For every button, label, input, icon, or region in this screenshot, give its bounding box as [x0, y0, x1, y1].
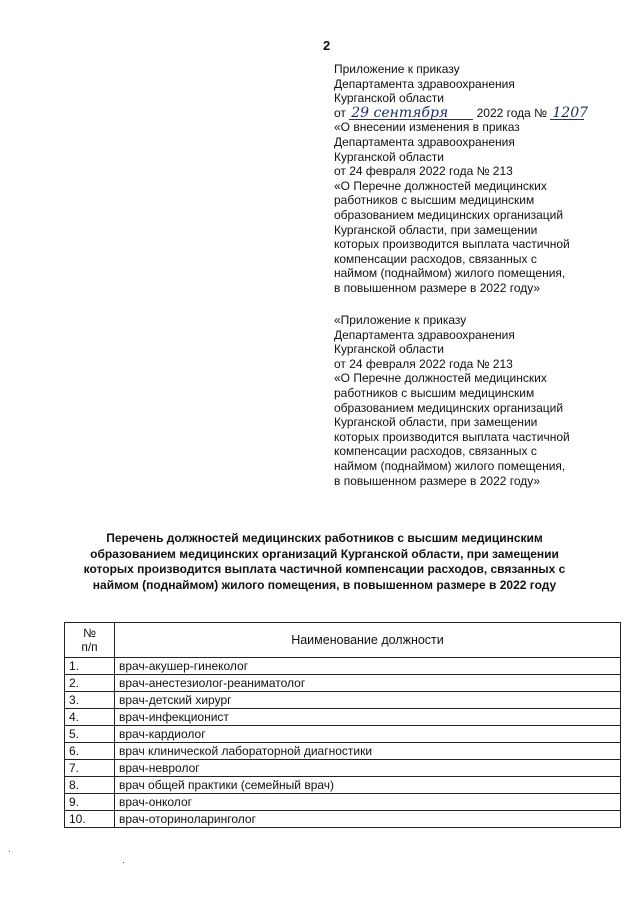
position-name: врач-кардиолог	[115, 726, 621, 743]
appendix-line: в повышенном размере в 2022 году»	[334, 280, 541, 295]
appendix-line: наймом (поднаймом) жилого помещения,	[334, 266, 566, 281]
document-heading	[52, 531, 597, 593]
appendix-line: от 24 февраля 2022 года № 213	[334, 356, 513, 371]
original-appendix-header	[334, 313, 634, 488]
table-row	[65, 777, 621, 794]
date-prefix: от	[334, 105, 346, 120]
position-name: врач-онколог	[115, 794, 621, 811]
row-number: 6.	[65, 743, 115, 760]
row-number: 10.	[65, 811, 115, 828]
heading-line: образованием медицинских организаций Курганской области, при замещении	[90, 546, 559, 561]
row-number: 7.	[65, 760, 115, 777]
row-number: 8.	[65, 777, 115, 794]
positions-table	[64, 622, 621, 828]
header-num-symbol: №	[83, 626, 96, 640]
appendix-line: Курганской области	[334, 91, 444, 106]
column-header-number	[65, 623, 115, 658]
position-name: врач-инфекционист	[115, 709, 621, 726]
appendix-line: компенсации расходов, связанных с	[334, 251, 537, 266]
row-number: 4.	[65, 709, 115, 726]
position-name: врач-невролог	[115, 760, 621, 777]
appendix-line: от 24 февраля 2022 года № 213	[334, 164, 513, 179]
appendix-line: образованием медицинских организаций	[334, 207, 564, 222]
position-name: врач-оториноларинголог	[115, 811, 621, 828]
appendix-line: Департамента здравоохранения	[334, 327, 515, 342]
appendix-line: Курганской области	[334, 149, 444, 164]
appendix-line: компенсации расходов, связанных с	[334, 444, 537, 459]
heading-line: которых производится выплата частичной компенсации расходов, связанных с	[83, 562, 566, 576]
appendix-line: образованием медицинских организаций	[334, 400, 564, 415]
appendix-line: «О внесении изменения в приказ	[334, 120, 520, 135]
appendix-line: Департамента здравоохранения	[334, 76, 515, 91]
appendix-line: Курганской области, при замещении	[334, 222, 538, 237]
row-number: 1.	[65, 658, 115, 675]
table-row	[65, 726, 621, 743]
handwritten-date: 29 сентября	[349, 107, 473, 120]
handwritten-order-number: 1207	[552, 104, 589, 121]
appendix-header	[334, 62, 634, 296]
heading-line: Перечень должностей медицинских работников с высшим медицинским	[106, 531, 543, 545]
position-name: врач-акушер-гинеколог	[115, 658, 621, 675]
position-name: врач общей практики (семейный врач)	[115, 777, 621, 794]
appendix-line: Департамента здравоохранения	[334, 134, 515, 149]
table-row	[65, 743, 621, 760]
table-row	[65, 675, 621, 692]
column-header-position: Наименование должности	[115, 623, 621, 658]
table-row	[65, 658, 621, 675]
appendix-line: которых производится выплата частичной	[334, 237, 570, 252]
scan-speck: ˎ	[8, 842, 11, 852]
appendix-line: которых производится выплата частичной	[334, 429, 570, 444]
heading-line: наймом (поднаймом) жилого помещения, в повышенном размере в 2022 году	[92, 577, 557, 592]
table-header-row	[65, 623, 621, 658]
table-row	[65, 692, 621, 709]
appendix-line: Курганской области, при замещении	[334, 415, 538, 430]
appendix-date-line	[334, 106, 634, 121]
row-number: 5.	[65, 726, 115, 743]
row-number: 3.	[65, 692, 115, 709]
appendix-line: Курганской области	[334, 342, 444, 357]
row-number: 9.	[65, 794, 115, 811]
table-row	[65, 709, 621, 726]
appendix-line: Приложение к приказу	[334, 62, 460, 76]
header-num-abbrev: п/п	[81, 640, 98, 654]
position-name: врач-детский хирург	[115, 692, 621, 709]
date-year: 2022 года №	[476, 105, 548, 120]
row-number: 2.	[65, 675, 115, 692]
page-number: 2	[323, 38, 331, 53]
appendix-line: наймом (поднаймом) жилого помещения,	[334, 458, 566, 473]
appendix-line: «О Перечне должностей медицинских	[334, 371, 547, 386]
appendix-line: работников с высшим медицинским	[334, 385, 535, 400]
appendix-line: «Приложение к приказу	[334, 313, 467, 327]
table-row	[65, 811, 621, 828]
appendix-line: «О Перечне должностей медицинских	[334, 178, 547, 193]
scan-speck: ·	[122, 857, 125, 867]
table-row	[65, 760, 621, 777]
position-name: врач клинической лабораторной диагностики	[115, 743, 621, 760]
appendix-line: в повышенном размере в 2022 году»	[334, 473, 541, 488]
table-row	[65, 794, 621, 811]
appendix-line: работников с высшим медицинским	[334, 193, 535, 208]
position-name: врач-анестезиолог-реаниматолог	[115, 675, 621, 692]
